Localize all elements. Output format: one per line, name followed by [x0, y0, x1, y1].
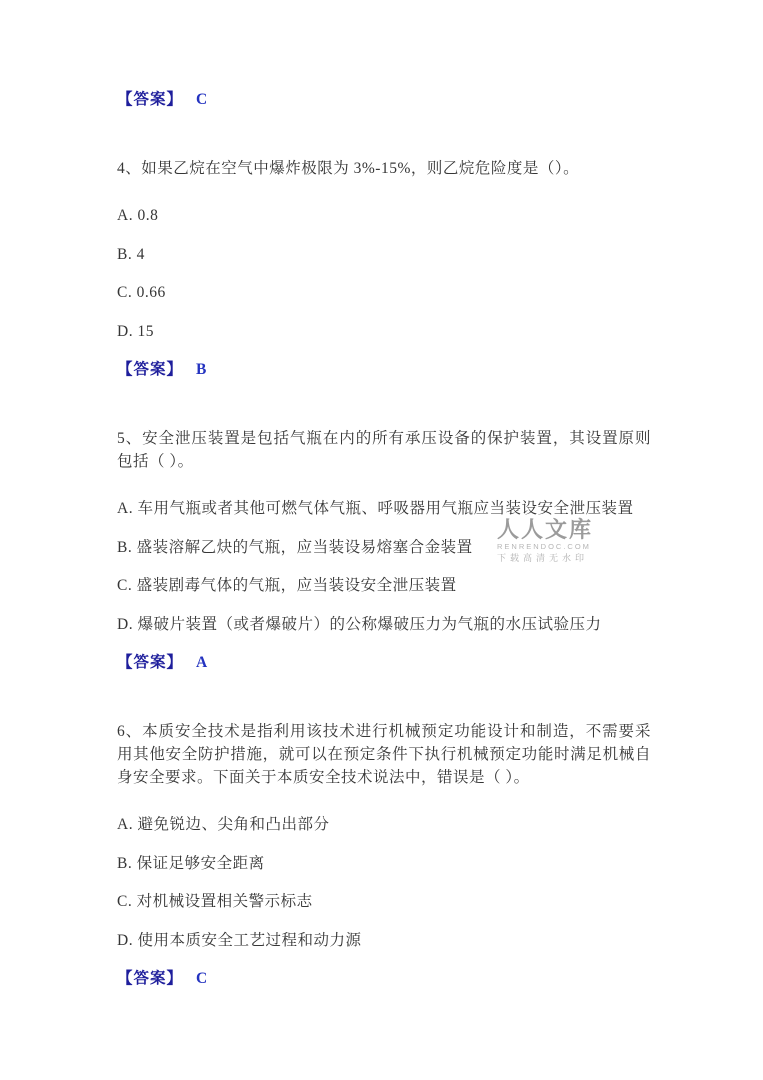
watermark-tagline-text: 下载高清无水印: [497, 553, 589, 563]
option-a: A. 0.8: [117, 207, 159, 224]
answer-letter: A: [196, 654, 208, 671]
answer-label: 【答案】: [117, 654, 184, 671]
question-block-6: [117, 720, 651, 990]
option-b: B. 保证足够安全距离: [117, 854, 265, 872]
option-a: A. 避免锐边、尖角和凸出部分: [117, 816, 330, 833]
question-block-4: [117, 157, 651, 381]
option-a: A. 车用气瓶或者其他可燃气体气瓶、呼吸器用气瓶应当装设安全泄压装置: [117, 500, 634, 517]
answer-label: 【答案】: [117, 361, 184, 378]
answer-letter: B: [196, 361, 207, 378]
answer-label: 【答案】: [117, 91, 184, 108]
question-stem: 4、如果乙烷在空气中爆炸极限为 3%-15%，则乙烷危险度是（）。: [117, 160, 580, 177]
answer-row: [117, 651, 651, 674]
answer-letter: C: [196, 91, 208, 108]
option-c: C. 对机械设置相关警示标志: [117, 893, 313, 910]
answer-label: 【答案】: [117, 970, 184, 987]
option-b: B. 盛装溶解乙炔的气瓶，应当装设易熔塞合金装置: [117, 538, 473, 556]
question-stem: 5、安全泄压装置是包括气瓶在内的所有承压设备的保护装置，其设置原则包括（ ）。: [117, 430, 651, 470]
watermark-logo-text: 人人文库: [497, 517, 594, 542]
watermark: [497, 518, 593, 564]
option-b: B. 4: [117, 245, 145, 263]
answer-letter: C: [196, 970, 208, 987]
watermark-domain-text: RENRENDOC.COM: [497, 542, 591, 551]
option-c: C. 0.66: [117, 284, 166, 301]
answer-row: [117, 967, 651, 990]
option-d: D. 爆破片装置（或者爆破片）的公称爆破压力为气瓶的水压试验压力: [117, 615, 602, 633]
question-stem: 6、本质安全技术是指利用该技术进行机械预定功能设计和制造，不需要采用其他安全防护措施，就可以在预定条件下执行机械预定功能时满足机械自身安全要求。下面关于本质安全技术说法中，错误是（ ）。: [117, 723, 651, 786]
option-c: C. 盛装剧毒气体的气瓶，应当装设安全泄压装置: [117, 577, 457, 594]
option-d: D. 使用本质安全工艺过程和动力源: [117, 931, 362, 949]
answer-row-q3: [117, 88, 651, 111]
answer-row: [117, 358, 651, 381]
option-d: D. 15: [117, 322, 154, 340]
